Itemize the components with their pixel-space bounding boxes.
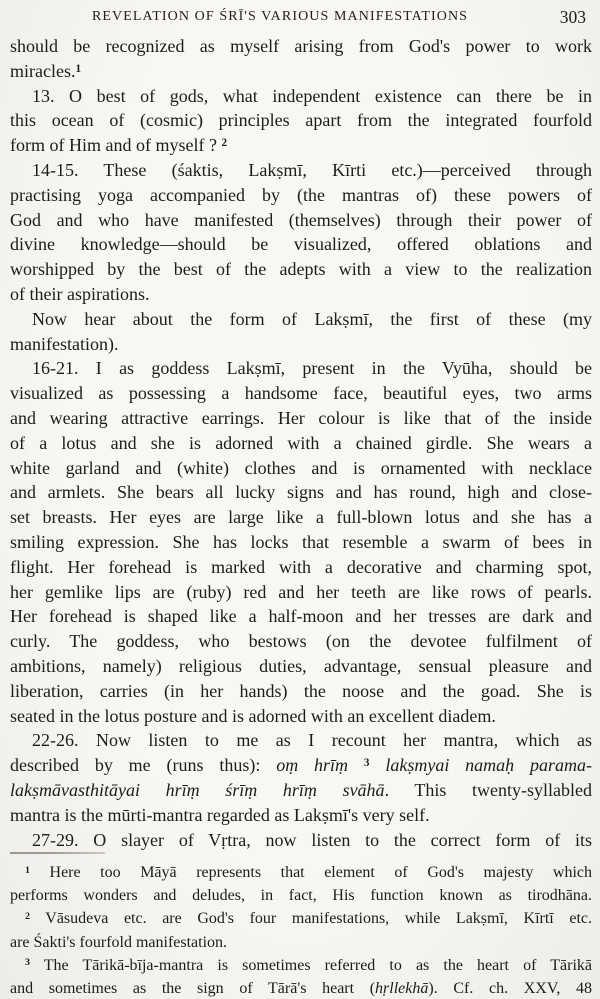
body-paragraph-line: mantra is the mūrti-mantra regarded as Lakṣmī's very self.: [10, 804, 430, 825]
footnote: [10, 861, 592, 907]
body-paragraph-line: this ocean of (cosmic) principles apart from the integrated fourfold: [10, 110, 592, 131]
body-paragraph-line: curly. The goddess, who bestows (on the devotee fulfilment of: [10, 631, 592, 652]
running-header: [10, 9, 590, 31]
body-paragraph-line: of a lotus and she is adorned with a chained girdle. She wears a: [10, 432, 592, 453]
footnote-line: $^1$ Here too Māyā represents that element of God's majesty which: [25, 864, 592, 881]
body-text: [10, 34, 592, 852]
body-paragraph-line: flight. Her forehead is marked with a decorative and charming spot,: [10, 556, 592, 577]
body-paragraph-line: 13. O best of gods, what independent existence can there be in: [32, 85, 592, 106]
body-paragraph-line: described by me (runs thus): oṃ hrīṃ $^3$ lakṣmyai namaḥ parama-: [10, 755, 593, 776]
page-number: 303: [559, 7, 586, 27]
body-paragraph-line: 14-15. These (śaktis, Lakṣmī, Kīrti etc.)—perceived through: [32, 159, 592, 180]
body-paragraph-line: lakṣmāvasthitāyai hrīṃ śrīṃ hrīṃ svāhā. This twenty-syllabled: [10, 779, 592, 800]
body-paragraph: [10, 356, 592, 728]
body-paragraph-line: smiling expression. She has locks that resemble a swarm of bees in: [10, 531, 592, 552]
page-title: REVELATION OF ŚRĪ'S VARIOUS MANIFESTATIONS: [91, 9, 469, 24]
body-paragraph-line: God and who have manifested (themselves) through their power of: [10, 209, 592, 230]
body-paragraph: [10, 728, 592, 827]
body-paragraph-line: visualized as possessing a handsome face, beautiful eyes, two arms: [10, 383, 592, 404]
body-paragraph-line: miracles.$^1$: [10, 60, 82, 81]
body-paragraph-line: 27-29. O slayer of Vṛtra, now listen to the correct form of its: [32, 829, 592, 850]
body-paragraph-line: of their aspirations.: [10, 283, 150, 304]
body-paragraph-line: manifestation).: [10, 333, 119, 354]
body-paragraph-line: 16-21. I as goddess Lakṣmī, present in the Vyūha, should be: [32, 358, 592, 379]
body-paragraph-line: and armlets. She bears all lucky signs and has round, high and close-: [10, 482, 592, 503]
footnotes: [10, 861, 592, 999]
body-paragraph-line: her gemlike lips are (ruby) red and her teeth are like rows of pearls.: [10, 581, 592, 602]
body-paragraph-line: Her forehead is shaped like a half-moon and her tresses are dark and: [10, 606, 592, 627]
footnote-line: $^3$ The Tārikā-bīja-mantra is sometimes referred to as the heart of Tārikā: [25, 956, 592, 974]
body-paragraph: [10, 158, 592, 307]
body-paragraph: [10, 307, 592, 357]
body-paragraph-line: worshipped by the best of the adepts with a view to the realization: [10, 259, 592, 280]
body-paragraph-line: Now hear about the form of Lakṣmī, the first of these (my: [32, 308, 592, 329]
body-paragraph: [10, 828, 592, 853]
body-paragraph: [10, 34, 592, 84]
footnote-line: $^2$ Vāsudeva etc. are God's four manifestations, while Lakṣmī, Kīrtī etc.: [25, 910, 592, 928]
footnote: [10, 954, 592, 999]
body-paragraph-line: and wearing attractive earrings. Her colour is like that of the inside: [10, 407, 592, 428]
body-paragraph-line: white garland and (white) clothes and is ornamented with necklace: [10, 457, 592, 478]
body-paragraph-line: 22-26. Now listen to me as I recount her mantra, which as: [32, 730, 592, 751]
footnote-line: performs wonders and deludes, in fact, His function known as tirodhāna.: [10, 887, 592, 905]
body-paragraph-line: liberation, carries (in her hands) the noose and the goad. She is: [10, 680, 592, 701]
body-paragraph-line: divine knowledge—should be visualized, offered oblations and: [10, 234, 592, 255]
footnote-line: and sometimes as the sign of Tārā's heart (hṛllekhā). Cf. ch. XXV, 48: [10, 980, 593, 998]
body-paragraph-line: form of Him and of myself ? $^2$: [10, 135, 228, 156]
body-paragraph-line: ambitions, namely) religious duties, advantage, sensual pleasure and: [10, 655, 592, 676]
footnote: [10, 907, 592, 953]
footnote-separator-rule: [10, 852, 105, 854]
body-paragraph-line: should be recognized as myself arising from God's power to work: [10, 36, 592, 56]
body-paragraph-line: set breasts. Her eyes are large like a full-blown lotus and she has a: [10, 507, 592, 528]
body-paragraph: [10, 84, 592, 158]
body-paragraph-line: practising yoga accompanied by (the mantras of) these powers of: [10, 184, 592, 205]
body-paragraph-line: seated in the lotus posture and is adorned with an excellent diadem.: [10, 705, 496, 726]
footnote-line: are Śakti's fourfold manifestation.: [10, 933, 228, 951]
